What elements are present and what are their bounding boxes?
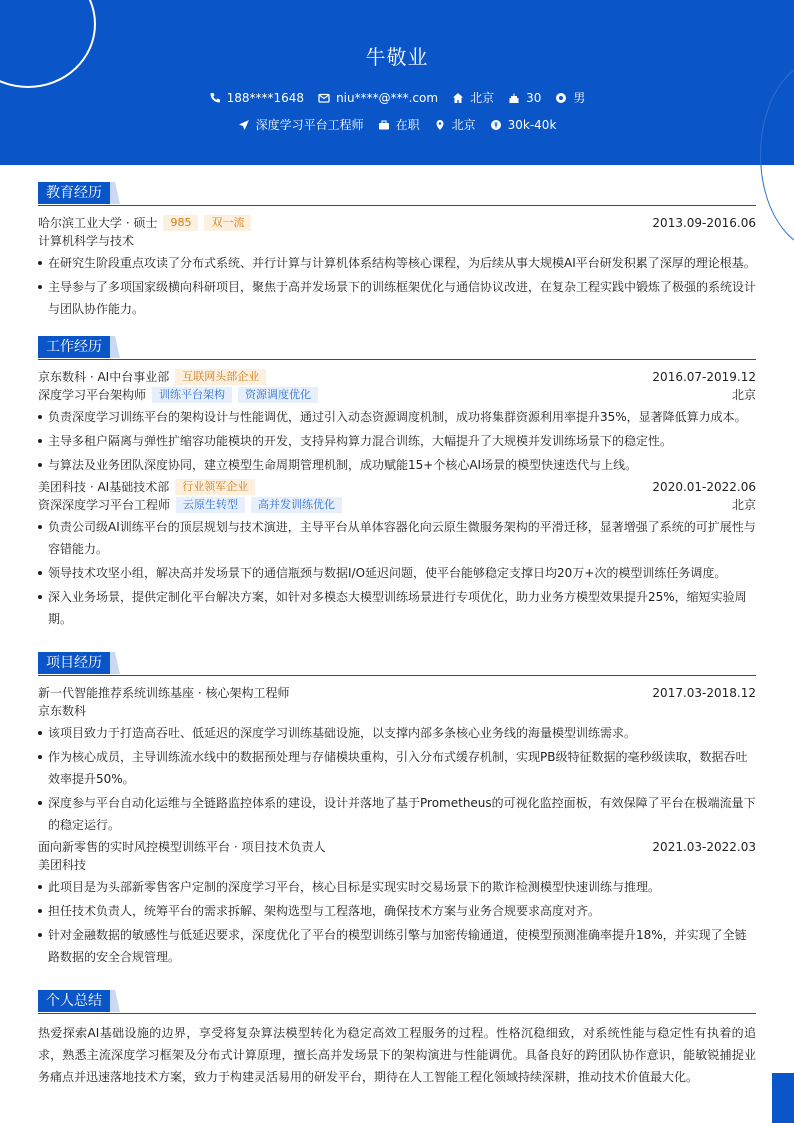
mail-icon <box>318 92 330 104</box>
education-header-row <box>38 214 756 232</box>
phone-info <box>209 91 304 105</box>
job-role: 资深深度学习平台工程师 <box>38 498 171 512</box>
gender-text: 男 <box>573 91 586 105</box>
job-bullets <box>38 406 756 476</box>
work-title-label: 工作经历 <box>38 336 110 358</box>
email-info <box>318 91 438 105</box>
home-icon <box>452 92 464 104</box>
project-name: 新一代智能推荐系统训练基座 · 核心架构工程师 <box>38 686 290 700</box>
project-org: 美团科技 <box>38 858 87 872</box>
cake-icon <box>508 92 520 104</box>
company-name: 美团科技 · AI基础技术部 <box>38 480 170 494</box>
list-item: 深入业务场景，提供定制化平台解决方案，如针对多模态大模型训练场景进行专项优化，助力业务方模型效果提升25%，缩短实验周期。 <box>38 586 756 630</box>
phone-text: 188****1648 <box>226 90 305 105</box>
project-bullets <box>38 722 756 836</box>
list-item: 此项目是为头部新零售客户定制的深度学习平台，核心目标是实现实时交易场景下的欺诈检测模型快速训练与推理。 <box>38 876 756 898</box>
job-date: 2016.07-2019.12 <box>652 370 756 384</box>
education-section <box>38 182 756 320</box>
education-title-label: 教育经历 <box>38 182 110 204</box>
list-item: 针对金融数据的敏感性与低延迟要求，深度优化了平台的模型训练引擎与加密传输通道，使模型预测准确率提升18%，并实现了全链路数据的安全合规管理。 <box>38 924 756 968</box>
job-location: 北京 <box>731 498 756 512</box>
school-name: 哈尔滨工业大学 · 硕士 <box>38 216 158 230</box>
candidate-name: 牛敬业 <box>365 45 429 69</box>
target-position-info <box>238 116 364 133</box>
project-header-row <box>38 684 756 702</box>
project-date: 2017.03-2018.12 <box>652 686 756 700</box>
list-item: 担任技术负责人，统筹平台的需求拆解、架构选型与工程落地，确保技术方案与业务合规要求高度对齐。 <box>38 900 756 922</box>
list-item: 作为核心成员，主导训练流水线中的数据预处理与存储模块重构，引入分布式缓存机制，实现PB级特征数据的毫秒级读取，数据吞吐效率提升50%。 <box>38 746 756 790</box>
target-city-text: 北京 <box>451 118 476 132</box>
list-item: 负责深度学习训练平台的架构设计与性能调优，通过引入动态资源调度机制，成功将集群资源利用率提升35%，显著降低算力成本。 <box>38 406 756 428</box>
projects-title <box>38 652 756 676</box>
list-item: 该项目致力于打造高吞吐、低延迟的深度学习训练基础设施，以支撑内部多条核心业务线的海量模型训练需求。 <box>38 722 756 744</box>
school-tag: 985 <box>163 215 198 231</box>
education-bullets <box>38 252 756 320</box>
city-text: 北京 <box>470 91 495 105</box>
job-status-text: 在职 <box>395 118 420 132</box>
project-org: 京东数科 <box>38 704 87 718</box>
salary-info <box>490 118 557 132</box>
location-pin-icon <box>434 119 446 131</box>
company-tag: 互联网头部企业 <box>175 369 266 385</box>
summary-text: 热爱探索AI基础设施的边界，享受将复杂算法模型转化为稳定高效工程服务的过程。性格沉稳细致，对系统性能与稳定性有执着的追求，熟悉主流深度学习框架及分布式计算原理，擅长高并发场景下的架构演进与性能调优。具备良好的跨团队协作意识，能敏锐捕捉业务痛点并迅速落地技术方案，致力于构建灵活易用的研发平台，期待在人工智能工程化领域持续深耕，推动技术价值最大化。 <box>38 1026 756 1084</box>
list-item: 在研究生阶段重点攻读了分布式系统、并行计算与计算机体系结构等核心课程，为后续从事大规模AI平台研发积累了深厚的理论根基。 <box>38 252 756 274</box>
role-tag: 云原生转型 <box>176 497 245 513</box>
job-role-row <box>38 496 756 514</box>
job-role: 深度学习平台架构师 <box>38 388 147 402</box>
job-header-row <box>38 478 756 496</box>
age-info <box>508 91 541 105</box>
major-name: 计算机科学与技术 <box>38 234 135 248</box>
work-section <box>38 336 756 630</box>
school-tag: 双一流 <box>204 215 251 231</box>
age-text: 30 <box>526 90 542 105</box>
project-date: 2021.03-2022.03 <box>652 840 756 854</box>
contact-row <box>0 89 794 106</box>
summary-section <box>38 990 756 1088</box>
list-item: 主导多租户隔离与弹性扩缩容功能模块的开发，支持异构算力混合训练，大幅提升了大规模并发训练场景下的稳定性。 <box>38 430 756 452</box>
job-header-row <box>38 368 756 386</box>
salary-text: 30k-40k <box>507 117 557 132</box>
project-org-row <box>38 702 756 720</box>
role-tag: 高并发训练优化 <box>251 497 342 513</box>
project-header-row <box>38 838 756 856</box>
education-title <box>38 182 756 206</box>
list-item: 领导技术攻坚小组，解决高并发场景下的通信瓶颈与数据I/O延迟问题，使平台能够稳定支撑日均20万+次的模型训练任务调度。 <box>38 562 756 584</box>
job-bullets <box>38 516 756 630</box>
phone-icon <box>209 92 221 104</box>
role-tag: 训练平台架构 <box>152 387 232 403</box>
decorative-corner-block <box>772 1073 794 1123</box>
send-icon <box>238 119 250 131</box>
list-item: 与算法及业务团队深度协同，建立模型生命周期管理机制，成功赋能15+个核心AI场景的模型快速迭代与上线。 <box>38 454 756 476</box>
role-tag: 资源调度优化 <box>238 387 318 403</box>
education-date: 2013.09-2016.06 <box>652 216 756 230</box>
city-info <box>452 89 494 106</box>
work-title <box>38 336 756 360</box>
target-position-text: 深度学习平台工程师 <box>255 118 364 132</box>
gender-icon <box>555 92 567 104</box>
gender-info <box>555 89 585 106</box>
job-date: 2020.01-2022.06 <box>652 480 756 494</box>
project-org-row <box>38 856 756 874</box>
project-name: 面向新零售的实时风控模型训练平台 · 项目技术负责人 <box>38 840 326 854</box>
company-name: 京东数科 · AI中台事业部 <box>38 370 170 384</box>
list-item: 深度参与平台自动化运维与全链路监控体系的建设，设计并落地了基于Prometheus的可视化监控面板，有效保障了平台在极端流量下的稳定运行。 <box>38 792 756 836</box>
resume-header <box>0 0 794 165</box>
job-location: 北京 <box>731 388 756 402</box>
job-role-row <box>38 386 756 404</box>
summary-title <box>38 990 756 1014</box>
job-status-info <box>378 116 420 133</box>
summary-title-label: 个人总结 <box>38 990 110 1012</box>
company-tag: 行业领军企业 <box>175 479 255 495</box>
salary-icon <box>490 119 502 131</box>
project-bullets <box>38 876 756 968</box>
briefcase-icon <box>378 119 390 131</box>
projects-title-label: 项目经历 <box>38 652 110 674</box>
email-text: niu****@***.com <box>336 90 439 105</box>
list-item: 负责公司级AI训练平台的顶层规划与技术演进，主导平台从单体容器化向云原生微服务架构的平滑迁移，显著增强了系统的可扩展性与容错能力。 <box>38 516 756 560</box>
education-major-row <box>38 232 756 250</box>
list-item: 主导参与了多项国家级横向科研项目，聚焦于高并发场景下的训练框架优化与通信协议改进，在复杂工程实践中锻炼了极强的系统设计与团队协作能力。 <box>38 276 756 320</box>
job-intent-row <box>0 116 794 133</box>
projects-section <box>38 652 756 968</box>
target-city-info <box>434 116 476 133</box>
